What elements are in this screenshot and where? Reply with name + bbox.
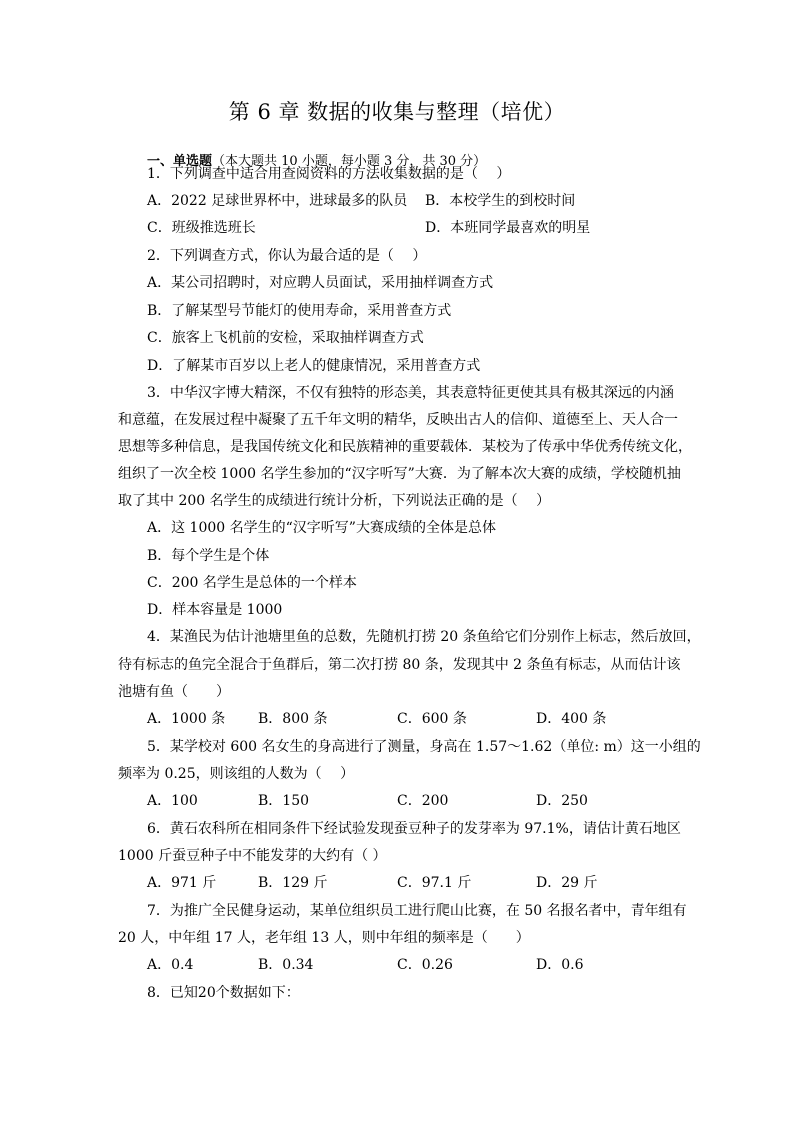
q3-option-b: B．每个学生是个体 (147, 548, 270, 564)
q4-option-a: A．1000 条 (147, 711, 226, 727)
q4-option-b: B．800 条 (258, 711, 328, 727)
question-3-line-4: 组织了一次全校 1000 名学生参加的“汉字听写”大赛．为了解本次大赛的成绩，学校随机抽 (118, 466, 681, 482)
q5-option-b: B．150 (258, 793, 310, 809)
q1-option-a: A．2022 足球世界杯中，进球最多的队员 (147, 193, 408, 209)
question-6-line-1: 6．黄石农科所在相同条件下经试验发现蚕豆种子的发芽率为 97.1%，请估计黄石地区 (147, 821, 681, 837)
q3-option-c: C．200 名学生是总体的一个样本 (147, 575, 357, 591)
question-3-line-1: 3．中华汉字博大精深，不仅有独特的形态美，其表意特征更使其具有极其深远的内涵 (147, 385, 674, 401)
q1-option-b: B．本校学生的到校时间 (425, 193, 576, 209)
q3-option-a: A．这 1000 名学生的“汉字听写”大赛成绩的全体是总体 (147, 520, 496, 536)
question-8-stem: 8．已知20个数据如下： (147, 985, 300, 1001)
q2-option-c: C．旅客上飞机前的安检，采取抽样调查方式 (147, 330, 424, 346)
q4-option-c: C．600 条 (397, 711, 467, 727)
q2-option-a: A．某公司招聘时，对应聘人员面试，采用抽样调查方式 (147, 275, 494, 291)
q7-option-c: C．0.26 (397, 957, 453, 973)
q5-option-d: D．250 (536, 793, 588, 809)
question-4-line-1: 4．某渔民为估计池塘里鱼的总数，先随机打捞 20 条鱼给它们分别作上标志，然后放回， (147, 629, 701, 645)
q7-option-b: B．0.34 (258, 957, 314, 973)
q2-option-d: D．了解某市百岁以上老人的健康情况，采用普查方式 (147, 358, 481, 374)
question-7-line-2: 20 人，中年组 17 人，老年组 13 人，则中年组的频率是（ ） (118, 930, 530, 946)
question-3-line-3: 思想等多种信息，是我国传统文化和民族精神的重要载体．某校为了传承中华优秀传统文化， (118, 439, 692, 455)
q6-option-d: D．29 斤 (536, 875, 598, 891)
question-5-line-2: 频率为 0.25，则该组的人数为（ ） (118, 766, 355, 782)
q5-option-c: C．200 (397, 793, 449, 809)
question-5-line-1: 5．某学校对 600 名女生的身高进行了测量，身高在 1.57～1.62（单位: m）这一小组的 (147, 739, 701, 755)
q5-option-a: A．100 (147, 793, 198, 809)
q1-option-c: C．班级推选班长 (147, 220, 256, 236)
question-4-line-2: 待有标志的鱼完全混合于鱼群后，第二次打捞 80 条，发现其中 2 条鱼有标志，从而估计该 (118, 657, 681, 673)
question-2-stem: 2．下列调查方式，你认为最合适的是（ ） (147, 248, 427, 264)
q6-option-b: B．129 斤 (258, 875, 328, 891)
section-note: （本大题共 10 小题，每小题 3 分，共 30 分） (212, 154, 487, 169)
q3-option-d: D．样本容量是 1000 (147, 602, 283, 618)
page-title: 第 6 章 数据的收集与整理（培优） (228, 100, 566, 124)
q1-option-d: D．本班同学最喜欢的明星 (425, 220, 591, 236)
question-3-line-2: 和意蕴，在发展过程中凝聚了五千年文明的精华，反映出古人的信仰、道德至上、天人合一 (118, 412, 678, 428)
q7-option-d: D．0.6 (536, 957, 584, 973)
question-3-line-5: 取了其中 200 名学生的成绩进行统计分析，下列说法正确的是（ ） (118, 493, 551, 509)
q2-option-b: B．了解某型号节能灯的使用寿命，采用普查方式 (147, 303, 452, 319)
q7-option-a: A．0.4 (147, 957, 194, 973)
question-4-line-3: 池塘有鱼（ ） (118, 684, 230, 700)
question-7-line-1: 7．为推广全民健身运动，某单位组织员工进行爬山比赛，在 50 名报名者中，青年组有 (147, 903, 687, 919)
q6-option-c: C．97.1 斤 (397, 875, 472, 891)
question-1-stem: 1．下列调查中适合用查阅资料的方法收集数据的是（ ） (147, 166, 511, 182)
section-title: 一、单选题 (147, 154, 213, 169)
q4-option-d: D．400 条 (536, 711, 607, 727)
question-6-line-2: 1000 斤蚕豆种子中不能发芽的大约有（ ） (118, 848, 387, 864)
q6-option-a: A．971 斤 (147, 875, 217, 891)
